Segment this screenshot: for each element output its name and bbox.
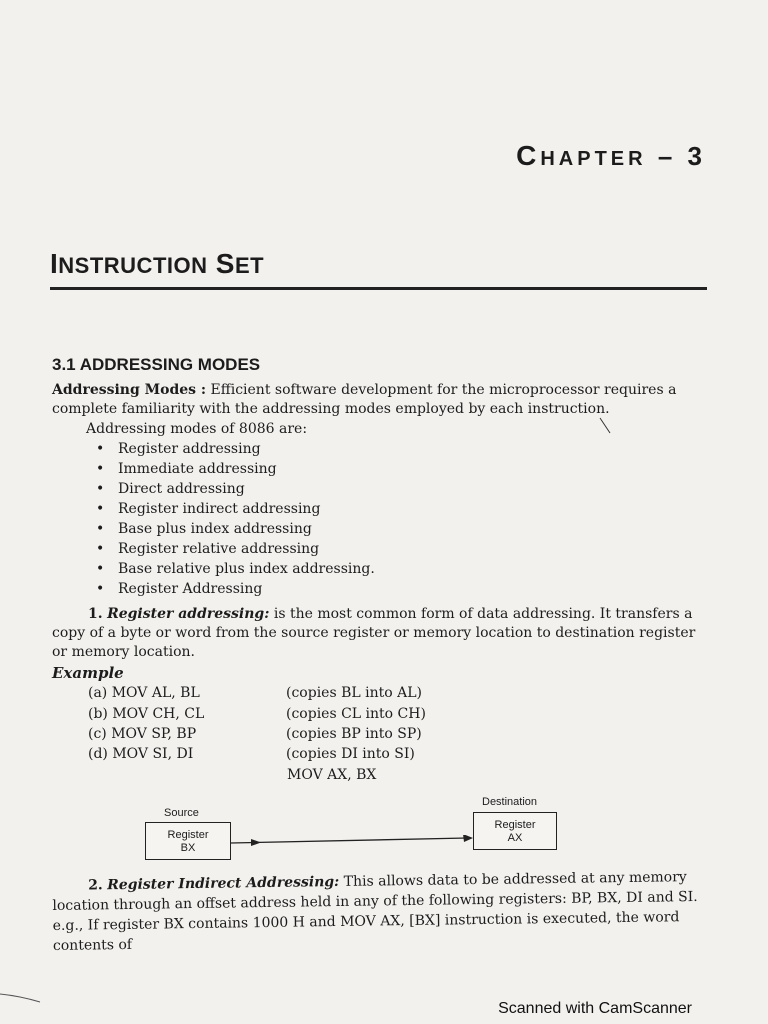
title-initial-1: I (50, 248, 59, 279)
box-line: Register (494, 819, 536, 831)
list-item: • Base relative plus index addressing. (96, 559, 375, 579)
destination-register-box (473, 812, 557, 850)
example-code: (c) MOV SP, BP (88, 726, 197, 742)
term-label: Register Indirect Addressing: (107, 873, 340, 894)
list-item: • Register Addressing (96, 579, 375, 599)
example-note: (copies DI into SI) (286, 746, 415, 762)
list-item: • Immediate addressing (96, 459, 375, 479)
example-label: Example (52, 664, 124, 682)
example-code: (a) MOV AL, BL (88, 685, 200, 701)
box-line: AX (507, 832, 523, 844)
source-register-box (145, 822, 231, 860)
example-note: (copies CL into CH) (286, 706, 426, 722)
source-label: Source (164, 807, 199, 819)
title-word-2: ET (234, 253, 265, 278)
chapter-rest: HAPTER (540, 148, 647, 170)
intro-paragraph (52, 381, 712, 419)
example-row (88, 746, 488, 762)
example-extra: MOV AX, BX (287, 767, 377, 783)
example-code: (d) MOV SI, DI (88, 746, 194, 762)
item-number: 2. (88, 877, 103, 894)
list-item: • Register relative addressing (96, 539, 375, 559)
data-transfer-diagram (140, 792, 570, 872)
intro-text: Efficient software development for the microprocessor requires a complete familiarity with the addressing modes employed by each instruction. (52, 382, 677, 417)
item-number: 1. (88, 606, 103, 622)
destination-label: Destination (482, 796, 538, 808)
modes-intro: Addressing modes of 8086 are: (86, 421, 308, 437)
register-addressing-paragraph (52, 605, 712, 662)
term-text: This allows data to be addressed at any memory location through an offset address held in any of the following registers: BP, BX, DI and SI. e.g., If register BX contains 1000 H and MOV AX, [BX] instruction is executed, the word contents of (52, 869, 698, 954)
register-indirect-paragraph (52, 867, 713, 956)
example-row (88, 685, 488, 701)
term-label: Register addressing: (107, 606, 270, 622)
example-note: (copies BL into AL) (286, 685, 422, 701)
box-line: BX (180, 842, 196, 854)
scan-artifact-icon (0, 992, 44, 1006)
page-title (50, 248, 264, 280)
title-divider (50, 287, 707, 290)
intro-term: Addressing Modes : (52, 382, 207, 398)
list-item: • Direct addressing (96, 479, 375, 499)
title-initial-2: S (215, 248, 235, 279)
chapter-dash: – (657, 141, 677, 171)
pen-mark-icon (598, 417, 612, 435)
example-code: (b) MOV CH, CL (88, 706, 205, 722)
transfer-arrow-icon (231, 835, 473, 849)
example-row (88, 706, 488, 722)
addressing-modes-list (96, 439, 375, 599)
list-item: • Register indirect addressing (96, 499, 375, 519)
list-item: • Register addressing (96, 439, 375, 459)
list-item: • Base plus index addressing (96, 519, 375, 539)
chapter-heading (516, 140, 706, 172)
section-heading: 3.1 ADDRESSING MODES (52, 355, 261, 374)
box-line: Register (167, 829, 209, 841)
chapter-initial: C (516, 140, 541, 171)
chapter-number: 3 (687, 141, 706, 171)
scanner-watermark: Scanned with CamScanner (498, 1000, 692, 1017)
title-word-1: NSTRUCTION (58, 253, 208, 278)
example-row (88, 726, 488, 742)
term-text: is the most common form of data addressing. It transfers a copy of a byte or word from the source register or memory location to destination register or memory location. (52, 606, 696, 660)
example-note: (copies BP into SP) (286, 726, 422, 742)
